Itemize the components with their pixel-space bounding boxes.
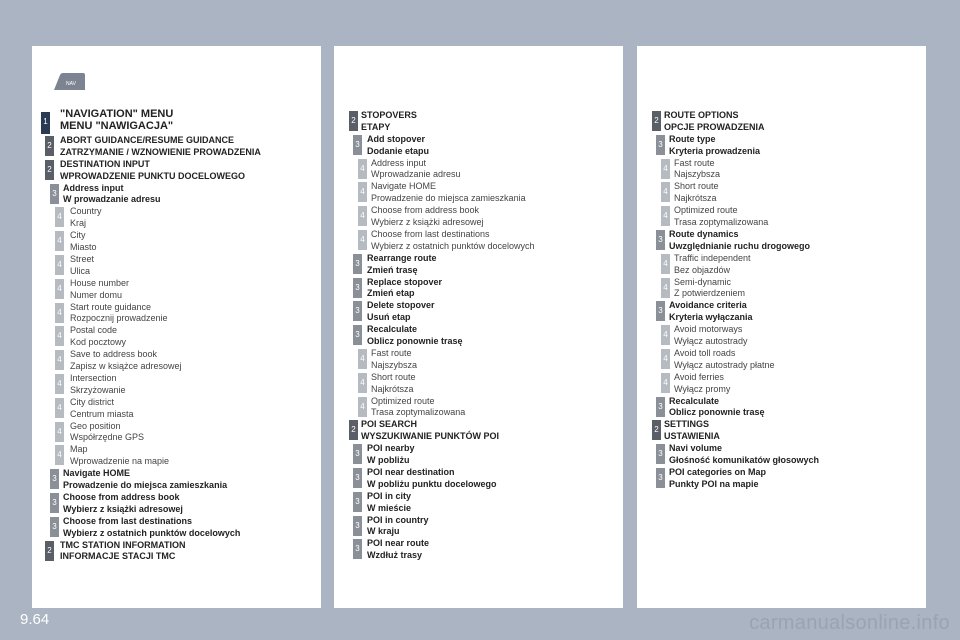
level-badge: 2 [652, 111, 661, 131]
column-1-panel [32, 46, 321, 608]
entry-label-pl: Trasa zoptymalizowana [371, 407, 466, 418]
entry-text [371, 158, 461, 182]
entry-label-pl: Zmień etap [367, 288, 415, 299]
entry-label-en: Traffic independent [674, 252, 751, 263]
entry-label-pl: Najkrótsza [371, 383, 414, 394]
level-badge: 3 [50, 493, 59, 513]
entry-text [674, 253, 751, 277]
column-3-panel [637, 46, 926, 608]
entry-text [63, 183, 161, 207]
level-badge: 4 [358, 182, 367, 202]
entry-label-pl: MENU "NAWIGACJA" [60, 120, 174, 132]
entry-label-pl: Prowadzenie do miejsca zamieszkania [371, 193, 526, 204]
level-badge: 4 [358, 230, 367, 250]
entry-label-en: Fast route [674, 157, 715, 168]
entry-label-pl: Oblicz ponownie trasę [669, 407, 765, 418]
entry-label-en: Avoid ferries [674, 371, 724, 382]
entry-label-en: POI categories on Map [669, 467, 767, 477]
level-badge: 3 [656, 444, 665, 464]
entry-text [70, 206, 102, 230]
entry-label-pl: Ulica [70, 265, 91, 276]
entry-label-en: Avoidance criteria [669, 300, 747, 311]
entry-text [674, 205, 768, 229]
entry-text [70, 373, 126, 397]
entry-label-pl: W pobliżu [367, 454, 410, 465]
entry-label-en: Recalculate [669, 395, 720, 406]
level-badge: 4 [55, 422, 64, 442]
entry-label-en: Short route [674, 181, 719, 192]
entry-label-en: City district [70, 396, 115, 407]
level-badge: 4 [55, 231, 64, 251]
level-badge: 4 [55, 303, 64, 323]
entry-text [371, 348, 417, 372]
entry-label-en: Postal code [70, 325, 118, 336]
level-badge: 3 [656, 135, 665, 155]
entry-label-en: Navigate HOME [63, 468, 131, 479]
entry-text [70, 278, 129, 302]
entry-label-pl: Zmień trasę [367, 264, 418, 275]
entry-text [367, 538, 429, 562]
entry-label-pl: Skrzyżowanie [70, 384, 126, 395]
entry-label-en: Avoid motorways [674, 324, 743, 335]
level-badge: 3 [50, 184, 59, 204]
entry-label-en: Optimized route [674, 205, 738, 216]
entry-label-en: Replace stopover [367, 276, 443, 287]
entry-text [367, 515, 429, 539]
level-badge: 4 [55, 326, 64, 346]
entry-label-en: "NAVIGATION" MENU [60, 108, 174, 120]
entry-label-en: Street [70, 254, 95, 264]
entry-text [669, 300, 753, 324]
level-badge: 2 [652, 420, 661, 440]
entry-label-en: Short route [371, 371, 416, 382]
entry-label-en: SETTINGS [664, 419, 710, 430]
level-badge: 4 [358, 159, 367, 179]
entry-label-pl: Wybierz z ostatnich punktów docelowych [371, 240, 535, 251]
entry-text [63, 492, 183, 516]
entry-label-en: POI in country [367, 514, 429, 525]
entry-text [371, 205, 483, 229]
entry-label-pl: Trasa zoptymalizowana [674, 216, 769, 227]
nav-button-icon [52, 72, 86, 92]
level-badge: 3 [353, 444, 362, 464]
level-badge: 4 [55, 398, 64, 418]
entry-text [371, 372, 416, 396]
entry-label-en: Navigate HOME [371, 181, 437, 192]
entry-label-en: Choose from address book [371, 205, 480, 216]
entry-label-en: POI SEARCH [361, 419, 418, 430]
entry-label-pl: Współrzędne GPS [70, 432, 145, 443]
entry-label-pl: Wprowadzanie adresu [371, 169, 461, 180]
entry-label-en: Delete stopover [367, 300, 435, 311]
level-badge: 2 [349, 111, 358, 131]
entry-label-en: Semi-dynamic [674, 276, 732, 287]
level-badge: 4 [661, 182, 670, 202]
entry-label-pl: Wyłącz autostrady płatne [674, 359, 775, 370]
level-badge: 3 [353, 135, 362, 155]
entry-label-pl: OPCJE PROWADZENIA [664, 121, 765, 132]
level-badge: 4 [661, 254, 670, 274]
entry-label-pl: ETAPY [361, 121, 391, 132]
level-badge: 3 [656, 397, 665, 417]
level-badge: 3 [353, 516, 362, 536]
page-number: 9.64 [20, 611, 50, 628]
entry-label-pl: Wybierz z książki adresowej [371, 216, 484, 227]
entry-label-pl: Kraj [70, 218, 87, 229]
level-badge: 4 [55, 445, 64, 465]
level-badge: 3 [353, 539, 362, 559]
entry-label-pl: Wzdłuż trasy [367, 550, 423, 561]
entry-text [669, 134, 760, 158]
level-badge: 3 [353, 492, 362, 512]
entry-text [669, 467, 766, 491]
level-badge: 4 [661, 325, 670, 345]
entry-label-en: City [70, 230, 86, 241]
entry-text [367, 443, 415, 467]
entry-label-en: Add stopover [367, 133, 426, 144]
level-badge: 3 [656, 230, 665, 250]
entry-text [361, 419, 499, 443]
level-badge: 3 [353, 325, 362, 345]
entry-text [367, 253, 437, 277]
entry-label-pl: Najkrótsza [674, 193, 717, 204]
level-badge: 4 [55, 255, 64, 275]
level-badge: 3 [50, 469, 59, 489]
entry-label-pl: Usuń etap [367, 312, 411, 323]
level-badge: 2 [45, 136, 54, 156]
entry-label-pl: Miasto [70, 241, 97, 252]
entry-text [371, 181, 526, 205]
entry-label-en: Intersection [70, 373, 117, 383]
entry-text [367, 134, 429, 158]
entry-text [70, 254, 94, 278]
entry-label-en: Geo position [70, 420, 121, 431]
level-badge: 4 [358, 206, 367, 226]
entry-text [674, 324, 747, 348]
entry-label-en: STOPOVERS [361, 110, 417, 120]
entry-text [60, 108, 173, 132]
entry-label-pl: WYSZUKIWANIE PUNKTÓW POI [361, 431, 499, 442]
entry-text [664, 419, 720, 443]
level-badge: 3 [353, 278, 362, 298]
entry-label-pl: Punkty POI na mapie [669, 478, 759, 489]
entry-label-pl: W kraju [367, 526, 400, 537]
entry-label-pl: Z potwierdzeniem [674, 288, 746, 299]
entry-text [63, 468, 227, 492]
entry-label-pl: Dodanie etapu [367, 145, 430, 156]
entry-text [63, 516, 240, 540]
entry-label-en: Route type [669, 133, 716, 144]
entry-text [70, 230, 97, 254]
entry-label-en: Address input [371, 157, 427, 168]
entry-label-en: Choose from last destinations [371, 229, 490, 239]
entry-label-pl: W mieście [367, 502, 412, 513]
entry-label-pl: Uwzględnianie ruchu drogowego [669, 240, 811, 251]
entry-label-en: Choose from address book [63, 492, 180, 502]
level-badge: 2 [349, 420, 358, 440]
entry-text [60, 540, 185, 564]
entry-label-en: Route dynamics [669, 229, 739, 239]
entry-text [70, 397, 134, 421]
entry-label-en: DESTINATION INPUT [60, 158, 150, 169]
level-badge: 4 [55, 279, 64, 299]
entry-label-en: POI near destination [367, 467, 455, 477]
entry-text [674, 158, 720, 182]
entry-label-pl: Wybierz z książki adresowej [63, 503, 183, 514]
entry-text [367, 277, 442, 301]
level-badge: 1 [41, 112, 50, 134]
entry-label-pl: Głośność komunikatów głosowych [669, 454, 820, 465]
level-badge: 4 [55, 350, 64, 370]
entry-text [361, 110, 417, 134]
entry-text [371, 229, 535, 253]
entry-label-pl: WPROWADZENIE PUNKTU DOCELOWEGO [60, 170, 245, 181]
entry-label-pl: Zapisz w książce adresowej [70, 360, 182, 371]
entry-label-en: Rearrange route [367, 252, 437, 263]
level-badge: 3 [353, 254, 362, 274]
level-badge: 4 [55, 374, 64, 394]
entry-text [371, 396, 465, 420]
level-badge: 3 [353, 468, 362, 488]
entry-text [70, 302, 168, 326]
level-badge: 4 [661, 159, 670, 179]
entry-label-pl: Oblicz ponownie trasę [367, 335, 463, 346]
level-badge: 4 [55, 207, 64, 227]
entry-label-pl: Rozpocznij prowadzenie [70, 313, 168, 324]
entry-text [669, 229, 810, 253]
entry-text [367, 467, 497, 491]
level-badge: 3 [656, 468, 665, 488]
entry-label-pl: Kryteria wyłączania [669, 312, 753, 323]
entry-text [367, 491, 411, 515]
entry-label-pl: USTAWIENIA [664, 431, 720, 442]
entry-label-pl: Najszybsza [674, 169, 721, 180]
entry-label-en: Start route guidance [70, 301, 152, 312]
entry-label-pl: Kod pocztowy [70, 337, 127, 348]
entry-text [674, 372, 730, 396]
entry-label-pl: Prowadzenie do miejsca zamieszkania [63, 479, 228, 490]
entry-text [367, 324, 463, 348]
entry-text [674, 277, 745, 301]
level-badge: 2 [45, 160, 54, 180]
level-badge: 4 [358, 373, 367, 393]
entry-text [70, 349, 182, 373]
entry-label-pl: Wyłącz autostrady [674, 335, 748, 346]
entry-text [60, 159, 245, 183]
entry-text [367, 300, 435, 324]
entry-label-pl: Wprowadzenie na mapie [70, 456, 170, 467]
level-badge: 3 [656, 301, 665, 321]
entry-text [70, 421, 144, 445]
entry-text [669, 443, 819, 467]
entry-label-pl: W prowadzanie adresu [63, 194, 161, 205]
entry-label-en: Save to address book [70, 349, 158, 360]
entry-label-en: Country [70, 206, 102, 217]
level-badge: 4 [661, 206, 670, 226]
level-badge: 2 [45, 541, 54, 561]
entry-label-pl: INFORMACJE STACJI TMC [60, 551, 176, 562]
entry-label-en: POI in city [367, 490, 412, 501]
entry-label-pl: Najszybsza [371, 359, 418, 370]
level-badge: 4 [661, 349, 670, 369]
entry-label-pl: Bez objazdów [674, 264, 731, 275]
entry-label-en: Address input [63, 182, 124, 193]
entry-label-en: Optimized route [371, 395, 435, 406]
entry-label-en: ROUTE OPTIONS [664, 110, 739, 120]
level-badge: 3 [50, 517, 59, 537]
entry-label-en: Fast route [371, 348, 412, 358]
entry-label-pl: W pobliżu punktu docelowego [367, 478, 497, 489]
entry-text [674, 181, 719, 205]
entry-label-en: ABORT GUIDANCE/RESUME GUIDANCE [60, 135, 235, 145]
entry-label-en: Choose from last destinations [63, 515, 193, 526]
entry-label-en: Recalculate [367, 324, 418, 335]
column-2-panel [334, 46, 623, 608]
entry-label-en: TMC STATION INFORMATION [60, 539, 186, 550]
entry-text [60, 135, 261, 159]
entry-label-en: Avoid toll roads [674, 348, 736, 358]
entry-label-pl: ZATRZYMANIE / WZNOWIENIE PROWADZENIA [60, 146, 261, 157]
entry-text [70, 444, 169, 468]
level-badge: 3 [353, 301, 362, 321]
entry-text [669, 396, 765, 420]
entry-text [664, 110, 765, 134]
entry-text [70, 325, 126, 349]
nav-button-label: NAV [66, 81, 76, 87]
level-badge: 4 [661, 278, 670, 298]
entry-label-pl: Wybierz z ostatnich punktów docelowych [63, 527, 241, 538]
level-badge: 4 [661, 373, 670, 393]
entry-label-en: House number [70, 277, 130, 288]
entry-label-en: Map [70, 444, 88, 455]
entry-label-en: Navi volume [669, 443, 723, 454]
level-badge: 4 [358, 349, 367, 369]
watermark: carmanualsonline.info [749, 612, 950, 634]
entry-text [674, 348, 774, 372]
entry-label-pl: Numer domu [70, 289, 123, 300]
entry-label-en: POI near route [367, 538, 430, 549]
entry-label-pl: Wyłącz promy [674, 383, 731, 394]
level-badge: 4 [358, 397, 367, 417]
entry-label-pl: Kryteria prowadzenia [669, 145, 761, 156]
entry-label-en: POI nearby [367, 443, 415, 454]
entry-label-pl: Centrum miasta [70, 408, 134, 419]
